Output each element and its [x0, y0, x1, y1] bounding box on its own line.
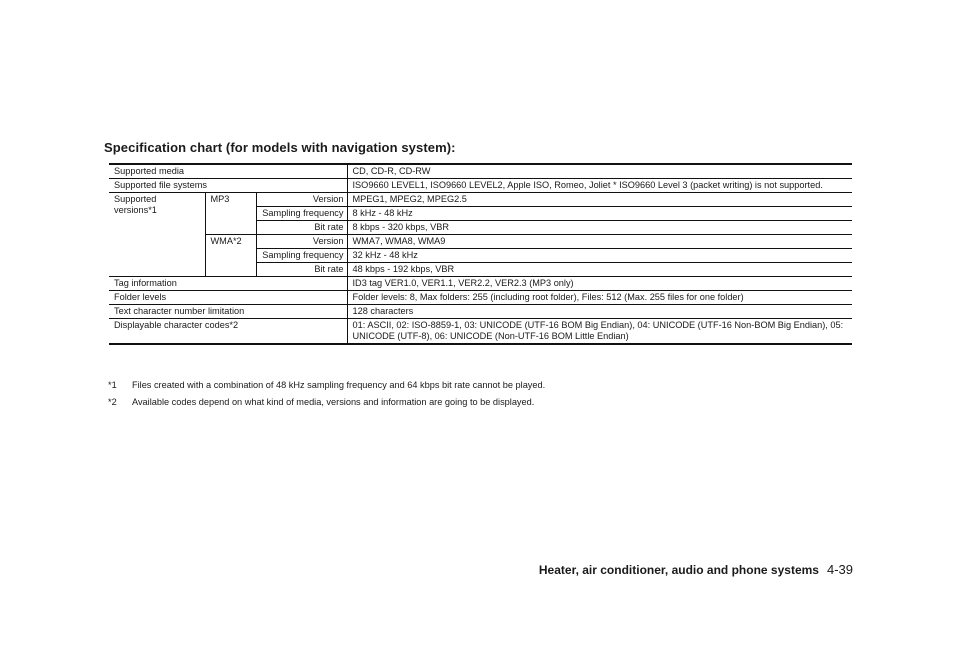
- table-row-supported-media: [109, 164, 852, 179]
- table-row-displayable-codes: [109, 319, 852, 345]
- row-value: 8 kHz - 48 kHz: [347, 207, 852, 221]
- row-sublabel: Bit rate: [256, 263, 347, 277]
- row-value: MPEG1, MPEG2, MPEG2.5: [347, 193, 852, 207]
- page-number: 4-39: [826, 562, 853, 577]
- table-row-tag-information: [109, 277, 852, 291]
- row-label: Supported file systems: [109, 179, 347, 193]
- row-sublabel: Sampling frequency: [256, 207, 347, 221]
- row-label: Tag information: [109, 277, 347, 291]
- footnote-mark: *1: [108, 380, 117, 390]
- page-footer: [539, 562, 853, 577]
- footnote: [108, 377, 868, 394]
- footnotes: [108, 377, 868, 411]
- row-sublabel: Version: [256, 193, 347, 207]
- table-row-mp3-version: [109, 193, 852, 207]
- row-value: CD, CD-R, CD-RW: [347, 164, 852, 179]
- format-label-wma: WMA*2: [205, 235, 256, 277]
- row-value: 8 kbps - 320 kbps, VBR: [347, 221, 852, 235]
- row-value: ID3 tag VER1.0, VER1.1, VER2.2, VER2.3 (MP3 only): [347, 277, 852, 291]
- row-value: 48 kbps - 192 kbps, VBR: [347, 263, 852, 277]
- format-label-mp3: MP3: [205, 193, 256, 235]
- row-sublabel: Bit rate: [256, 221, 347, 235]
- row-value: 128 characters: [347, 305, 852, 319]
- footnote: [108, 394, 868, 411]
- table-row-wma-version: [109, 235, 852, 249]
- footnote-mark: *2: [108, 397, 117, 407]
- supported-versions-label: Supported versions*1: [109, 193, 205, 277]
- page-title: Specification chart (for models with navigation system):: [104, 140, 456, 155]
- specification-table: [109, 163, 852, 345]
- row-label: Folder levels: [109, 291, 347, 305]
- table-row-supported-file-systems: [109, 179, 852, 193]
- row-value: WMA7, WMA8, WMA9: [347, 235, 852, 249]
- footnote-text: Available codes depend on what kind of media, versions and information are going to be displayed.: [132, 397, 535, 407]
- row-value: 32 kHz - 48 kHz: [347, 249, 852, 263]
- row-sublabel: Version: [256, 235, 347, 249]
- footnote-text: Files created with a combination of 48 kHz sampling frequency and 64 kbps bit rate cannot be played.: [132, 380, 546, 390]
- row-label: Displayable character codes*2: [109, 319, 347, 345]
- row-label: Text character number limitation: [109, 305, 347, 319]
- row-value: Folder levels: 8, Max folders: 255 (including root folder), Files: 512 (Max. 255 files for one folder): [347, 291, 852, 305]
- row-value: 01: ASCII, 02: ISO-8859-1, 03: UNICODE (UTF-16 BOM Big Endian), 04: UNICODE (UTF-16 Non-BOM Big Endian), 05: UNICODE (UTF-8), 06: UNICODE (Non-UTF-16 BOM Little Endian): [347, 319, 852, 345]
- row-label: Supported media: [109, 164, 347, 179]
- row-value: ISO9660 LEVEL1, ISO9660 LEVEL2, Apple ISO, Romeo, Joliet * ISO9660 Level 3 (packet writing) is not supported.: [347, 179, 852, 193]
- footer-section-title: Heater, air conditioner, audio and phone systems: [538, 563, 819, 577]
- table-row-text-char-limit: [109, 305, 852, 319]
- table-row-folder-levels: [109, 291, 852, 305]
- row-sublabel: Sampling frequency: [256, 249, 347, 263]
